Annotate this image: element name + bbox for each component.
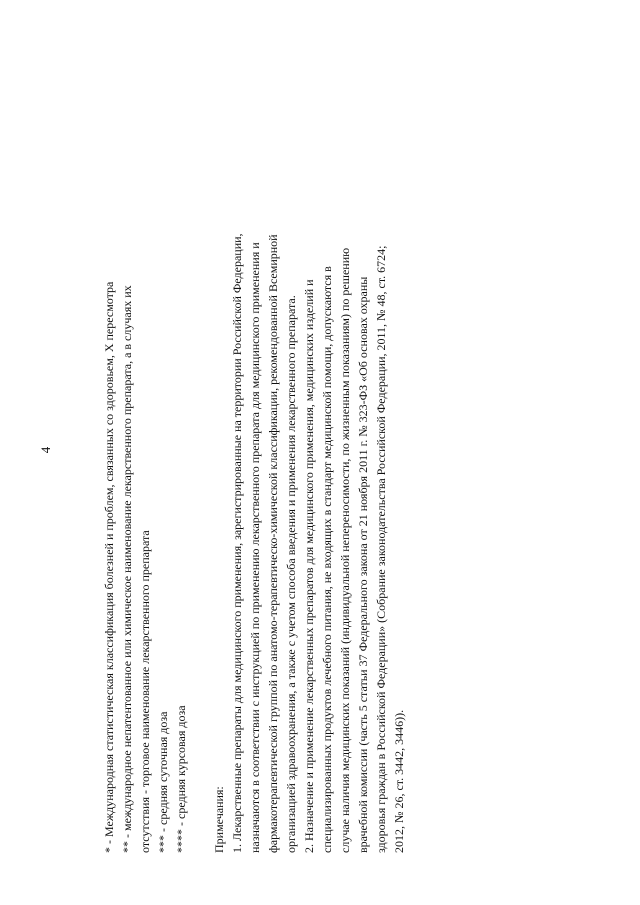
notes-heading: Примечания: — [212, 786, 226, 853]
notes-line: 2. Назначение и применение лекарственных препаратов для медицинского применения, медицинских изделий и — [302, 279, 316, 853]
footnote-line: *** - средняя суточная доза — [156, 711, 170, 853]
page-number: 4 — [38, 446, 53, 454]
footnote-line: **** - средняя курсовая доза — [174, 705, 188, 853]
notes-line: назначаются в соответствии с инструкцией по применению лекарственного препарата для медицинского применения и — [248, 242, 262, 853]
notes-line: здоровья граждан в Российской Федерации» (Собрание законодательства Российской Федерации, 2011, № 48, ст. 6724; — [374, 245, 388, 853]
notes-block — [210, 23, 408, 853]
notes-line: случае наличия медицинских показаний (индивидуальной непереносимости, по жизненным показаниям) по решению — [338, 247, 352, 853]
notes-line: врачебной комиссии (часть 5 статьи 37 Федерального закона от 21 ноября 2011 г. № 323-ФЗ «Об основах охраны — [356, 276, 370, 853]
notes-line: фармакотерапевтической группой по анатомо-терапевтическо-химической классификации, рекомендованной Всемирной — [266, 234, 280, 853]
footnote-line: ** - международное непатентованное или химическое наименование лекарственного препарата, а в случаях их — [120, 285, 134, 853]
notes-line: 2012, № 26, ст. 3442, 3446)). — [392, 709, 406, 853]
footnotes-block — [100, 23, 190, 853]
footnote-line: отсутствия - торговое наименование лекарственного препарата — [138, 530, 152, 853]
notes-line: специализированных продуктов лечебного питания, не входящих в стандарт медицинской помощи, допускаются в — [320, 266, 334, 853]
notes-line: организацией здравоохранения, а также с учетом способа введения и применения лекарственного препарата. — [284, 295, 298, 853]
footnote-line: * - Международная статистическая классификация болезней и проблем, связанных со здоровьем, X пересмотра — [102, 281, 116, 853]
notes-line: 1. Лекарственные препараты для медицинского применения, зарегистрированные на территории Российской Федерации, — [230, 233, 244, 853]
